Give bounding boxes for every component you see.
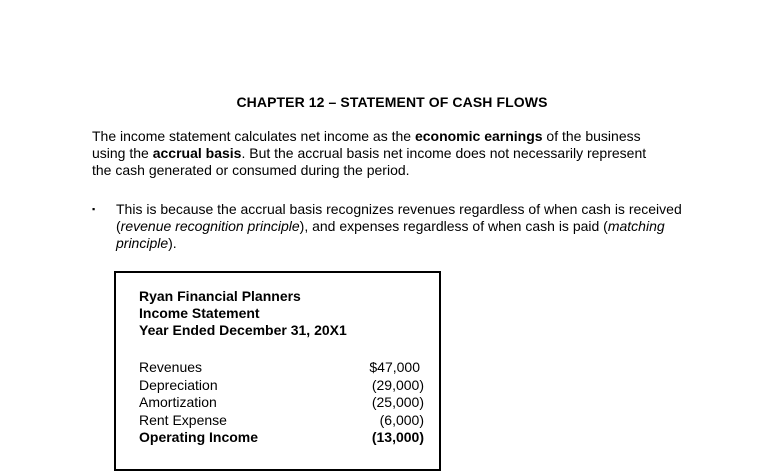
intro-text-3: . But the accrual basis net income does not necessarily represent the cash generated or consumed during the period. [92, 145, 647, 178]
row-label: Operating Income [139, 429, 259, 445]
bullet-text-3: ). [168, 235, 177, 251]
row-label: Amortization [139, 394, 217, 410]
row-amount: (13,000) [371, 429, 424, 445]
statement-rows [139, 359, 424, 447]
row-amount: (25,000) [371, 394, 424, 410]
row-label: Depreciation [139, 376, 218, 393]
statement-period: Year Ended December 31, 20X1 [139, 322, 347, 338]
statement-row-depreciation [139, 377, 424, 395]
bullet-square-icon: ▪ [92, 204, 96, 214]
statement-row-revenues [139, 359, 424, 377]
bullet-text [116, 201, 692, 252]
row-amount: (29,000) [371, 376, 424, 393]
chapter-title: CHAPTER 12 – STATEMENT OF CASH FLOWS [236, 94, 548, 110]
intro-bold-accrual-basis: accrual basis [152, 145, 242, 161]
bullet-italic-matching-principle: matching principle [116, 218, 665, 251]
statement-header [139, 288, 347, 339]
bullet-text-1: This is because the accrual basis recognizes revenues regardless of when cash is received ( [116, 201, 682, 234]
intro-text-1: The income statement calculates net income as the [92, 128, 415, 144]
company-name: Ryan Financial Planners [139, 288, 301, 304]
row-label: Revenues [139, 359, 203, 375]
bullet-text-2: ), and expenses regardless of when cash is paid ( [299, 218, 608, 234]
statement-name: Income Statement [139, 305, 260, 321]
row-amount: $47,000 [369, 359, 420, 375]
intro-text-2: of the business using the [92, 128, 641, 161]
income-statement-box [114, 271, 441, 471]
statement-row-rent-expense [139, 412, 424, 430]
row-amount: (6,000) [379, 411, 424, 428]
statement-row-amortization [139, 394, 424, 412]
intro-paragraph [92, 128, 652, 179]
statement-row-operating-income [139, 429, 424, 447]
row-label: Rent Expense [139, 411, 227, 428]
bullet-italic-revenue-recognition: revenue recognition principle [120, 218, 300, 234]
intro-bold-economic-earnings: economic earnings [414, 128, 543, 144]
